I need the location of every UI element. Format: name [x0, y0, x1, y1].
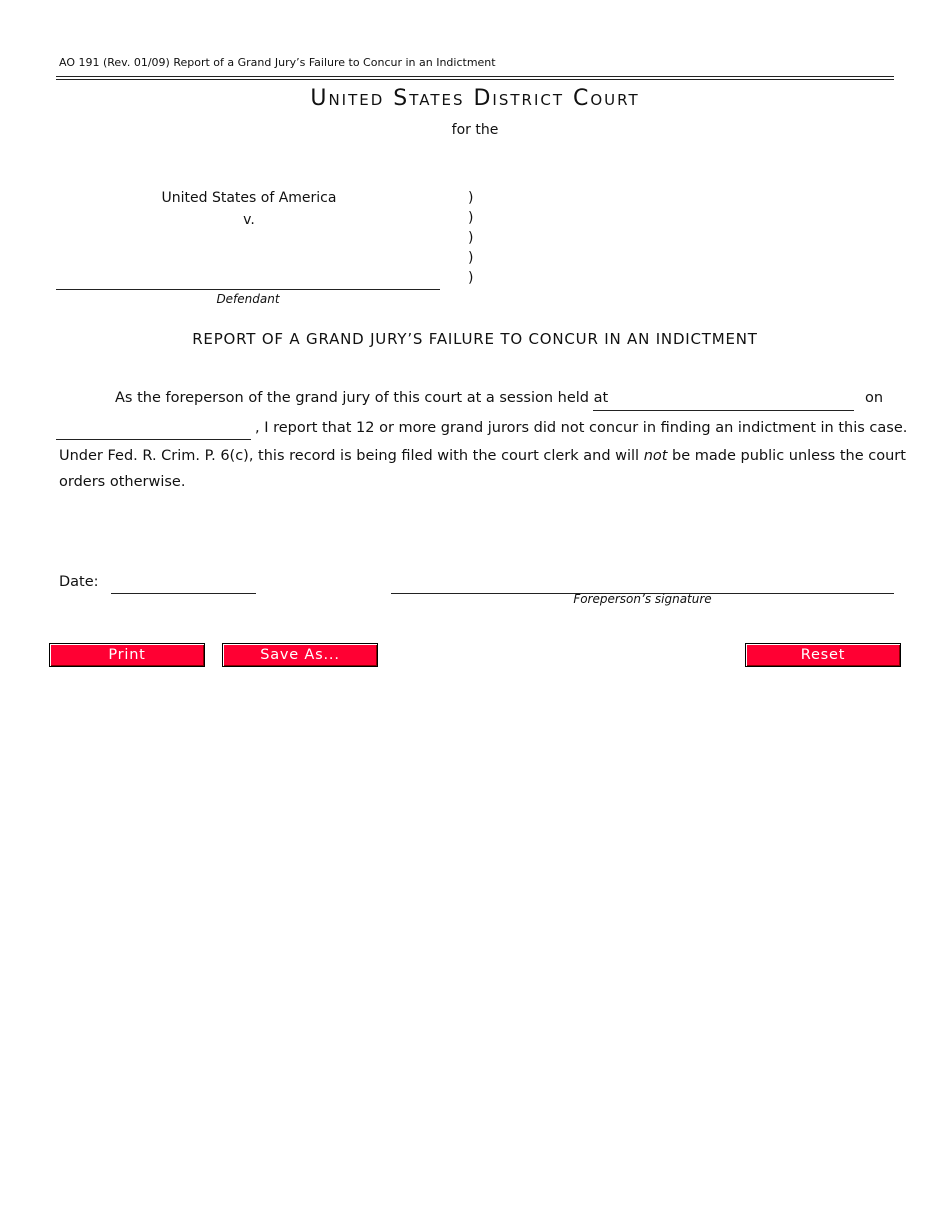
caption-paren: ) [468, 250, 474, 266]
header-rule-bottom [56, 79, 894, 80]
header-rule-top [56, 76, 894, 77]
date-label: Date: [59, 574, 99, 590]
caption-paren: ) [468, 230, 474, 246]
for-the-label: for the [451, 122, 499, 138]
court-title: United States District Court [310, 86, 640, 111]
signature-label: Foreperson’s signature [573, 592, 712, 606]
report-line-4: orders otherwise. [59, 474, 186, 490]
not-emphasis: not [643, 448, 668, 464]
versus-label: v. [243, 212, 255, 228]
date-field[interactable] [111, 593, 256, 594]
form-identifier: AO 191 (Rev. 01/09) Report of a Grand Jury’s Failure to Concur in an Indictment [59, 56, 496, 69]
session-location-field[interactable] [593, 410, 854, 411]
save-as-button[interactable]: Save As... [222, 643, 378, 667]
report-line-2: , I report that 12 or more grand jurors did not concur in finding an indictment in this case. [255, 420, 908, 436]
defendant-field[interactable] [56, 289, 440, 290]
report-line-1: As the foreperson of the grand jury of this court at a session held at [115, 390, 609, 406]
reset-button[interactable]: Reset [745, 643, 901, 667]
on-label: on [865, 390, 884, 406]
caption-paren: ) [468, 270, 474, 286]
plaintiff-name: United States of America [161, 190, 337, 206]
caption-paren: ) [468, 210, 474, 226]
defendant-label: Defendant [216, 292, 280, 306]
caption-paren: ) [468, 190, 474, 206]
report-title: REPORT OF A GRAND JURY’S FAILURE TO CONCUR IN AN INDICTMENT [192, 330, 758, 348]
session-date-field[interactable] [56, 439, 251, 440]
report-line-3: Under Fed. R. Crim. P. 6(c), this record is being filed with the court clerk and will not be made public unless the court [59, 448, 906, 464]
print-button[interactable]: Print [49, 643, 205, 667]
